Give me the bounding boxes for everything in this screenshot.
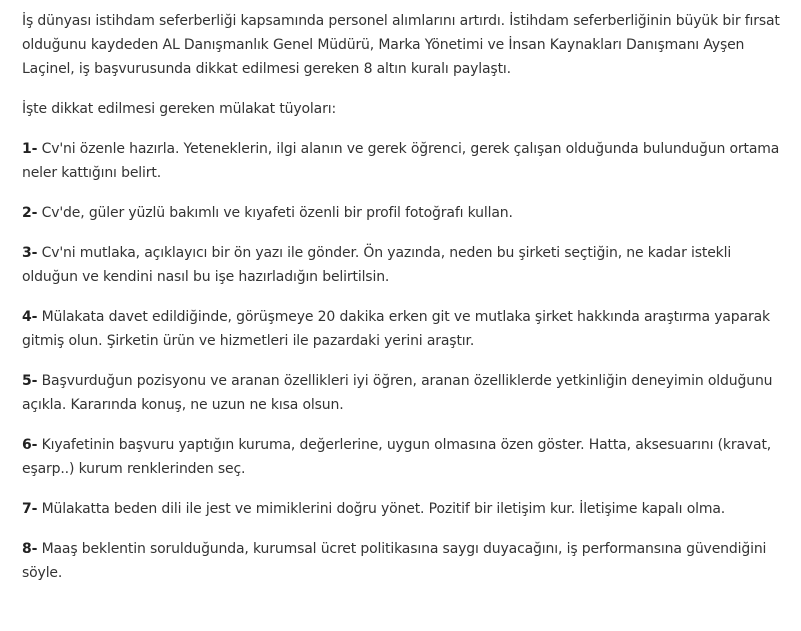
tip-number: 2-: [22, 205, 38, 221]
tip-item: [22, 241, 782, 289]
article-body: [22, 9, 782, 601]
tip-text: Mülakatta beden dili ile jest ve mimiklerini doğru yönet. Pozitif bir iletişim kur. İletişime kapalı olma.: [37, 501, 726, 517]
tip-item: [22, 369, 782, 417]
tip-text: Cv'ni mutlaka, açıklayıcı bir ön yazı ile gönder. Ön yazında, neden bu şirketi seçtiğin, ne kadar istekli olduğun ve kendini nasıl bu işe hazırladığın belirtilsin.: [22, 245, 732, 285]
tip-item: [22, 137, 782, 185]
tip-item: [22, 497, 782, 521]
tip-item: [22, 537, 782, 585]
tip-text: Maaş beklentin sorulduğunda, kurumsal ücret politikasına saygı duyacağını, iş performansına güvendiğini söyle.: [22, 541, 767, 581]
tip-text: Kıyafetinin başvuru yaptığın kuruma, değerlerine, uygun olmasına özen göster. Hatta, aksesuarını (kravat, eşarp..) kurum renklerinden seç.: [22, 437, 772, 477]
tip-number: 5-: [22, 373, 38, 389]
tip-number: 6-: [22, 437, 38, 453]
tip-number: 8-: [22, 541, 38, 557]
tip-text: Cv'de, güler yüzlü bakımlı ve kıyafeti özenli bir profil fotoğrafı kullan.: [37, 205, 513, 221]
tip-item: [22, 201, 782, 225]
tip-number: 7-: [22, 501, 38, 517]
tips-lead: İşte dikkat edilmesi gereken mülakat tüyoları:: [22, 101, 337, 117]
tip-number: 3-: [22, 245, 38, 261]
tip-item: [22, 433, 782, 481]
tip-text: Başvurduğun pozisyonu ve aranan özellikleri iyi öğren, aranan özelliklerde yetkinliğin deneyimin olduğunu açıkla. Kararında konuş, ne uzun ne kısa olsun.: [22, 373, 773, 413]
tip-text: Mülakata davet edildiğinde, görüşmeye 20 dakika erken git ve mutlaka şirket hakkında araştırma yaparak gitmiş olun. Şirketin ürün ve hizmetleri ile pazardaki yerini araştır.: [22, 309, 770, 349]
tip-item: [22, 305, 782, 353]
tip-number: 1-: [22, 141, 38, 157]
intro-paragraph: İş dünyası istihdam seferberliği kapsamında personel alımlarını artırdı. İstihdam seferberliğinin büyük bir fırsat olduğunu kaydeden AL Danışmanlık Genel Müdürü, Marka Yönetimi ve İnsan Kaynakları Danışmanı Ayşen Laçinel, iş başvurusunda dikkat edilmesi gereken 8 altın kuralı paylaştı.: [22, 13, 780, 77]
tip-number: 4-: [22, 309, 38, 325]
tip-text: Cv'ni özenle hazırla. Yeteneklerin, ilgi alanın ve gerek öğrenci, gerek çalışan olduğunda bulunduğun ortama neler kattığını belirt.: [22, 141, 780, 181]
